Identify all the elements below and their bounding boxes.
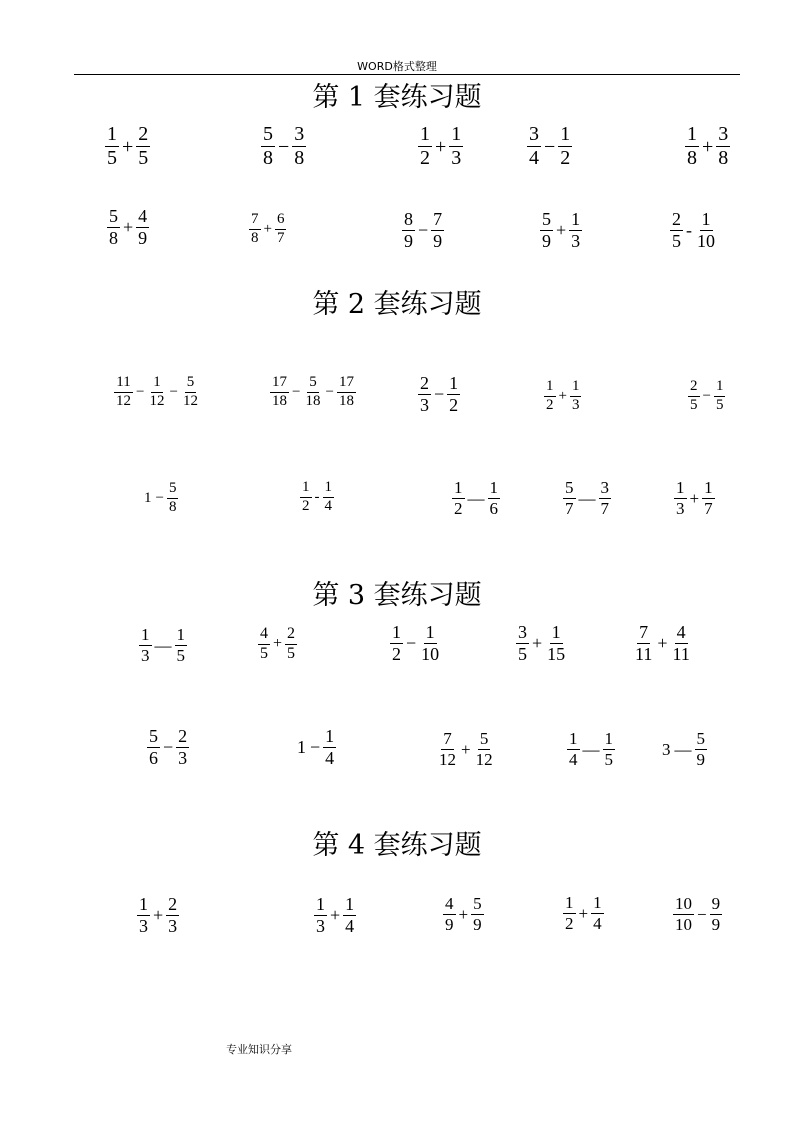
whole-number: 3: [662, 739, 671, 759]
fraction-denominator: 2: [302, 497, 310, 514]
plus-sign: +: [558, 387, 567, 404]
fraction-denominator: 2: [420, 147, 430, 169]
fraction-denominator: 2: [449, 394, 459, 415]
fraction: [527, 124, 541, 169]
fraction-denominator: 4: [324, 497, 332, 514]
page-footer: 专业知识分享: [226, 1043, 292, 1056]
set-4-title: 第 4 套练习题: [312, 830, 482, 861]
fraction: [323, 480, 335, 515]
problem-set3-row1-item2: [258, 626, 297, 663]
problem-set2-row1-item1: [114, 375, 200, 410]
fraction: [544, 379, 556, 414]
fraction: [449, 124, 463, 169]
fraction-denominator: 8: [687, 147, 697, 169]
fraction: [314, 895, 327, 936]
problem-set1-row2-item4: [540, 210, 582, 251]
fraction-denominator: 9: [433, 230, 443, 251]
minus-sign: −: [325, 383, 334, 400]
fraction-denominator: 4: [325, 747, 335, 768]
fraction-denominator: 3: [168, 915, 178, 936]
whole-number: 1: [144, 489, 152, 506]
fraction-numerator: 1: [593, 893, 602, 912]
problem-set1-row1-item1: [105, 124, 150, 169]
fraction: [702, 479, 715, 518]
fraction: [695, 210, 717, 251]
fraction-denominator: 10: [675, 914, 692, 934]
fraction-denominator: 12: [439, 749, 456, 769]
fraction-numerator: 1: [151, 375, 163, 393]
problem-set4-row1-item3: [443, 895, 484, 934]
fraction-denominator: 3: [178, 747, 188, 768]
page-header: WORD格式整理: [357, 60, 437, 73]
fraction-denominator: 7: [276, 229, 285, 246]
fraction: [716, 124, 730, 169]
minus-sign: −: [697, 904, 707, 924]
minus-sign: −: [544, 135, 556, 158]
minus-sign: −: [278, 135, 290, 158]
fraction-denominator: 5: [690, 396, 698, 413]
problem-set3-row1-item4: [516, 623, 567, 664]
fraction-denominator: 15: [547, 643, 566, 664]
fraction: [270, 375, 289, 410]
problem-set3-row1-item5: [633, 623, 692, 664]
fraction: [300, 480, 312, 515]
minus-sign: −: [169, 383, 178, 400]
header-divider: [74, 74, 740, 75]
fraction: [569, 210, 582, 251]
minus-sign: −: [434, 384, 445, 405]
problem-set3-row2-item2: [296, 727, 336, 768]
fraction-numerator: 1: [676, 478, 685, 497]
fraction-numerator: 7: [433, 209, 443, 229]
fraction-numerator: 1: [565, 893, 574, 912]
problem-set4-row1-item1: [137, 895, 179, 936]
problem-set2-row2-item2: [300, 480, 334, 515]
fraction-denominator: 3: [571, 396, 580, 413]
fraction: [545, 623, 567, 664]
fraction-denominator: 18: [272, 392, 287, 409]
fraction-numerator: 2: [285, 626, 297, 645]
fraction-numerator: 7: [249, 212, 261, 230]
fraction-denominator: 12: [116, 392, 131, 409]
problem-set3-row2-item4: [567, 730, 615, 769]
minus-sign: −: [418, 220, 429, 241]
fraction: [175, 626, 188, 665]
fraction: [418, 374, 431, 415]
minus-sign: —: [154, 635, 172, 655]
fraction-numerator: 5: [565, 478, 574, 497]
fraction-numerator: 1: [704, 478, 713, 497]
fraction-denominator: 18: [338, 392, 354, 409]
fraction: [431, 210, 444, 251]
fraction: [258, 626, 270, 663]
fraction-numerator: 5: [185, 375, 197, 393]
problem-set1-row2-item5: [670, 210, 717, 251]
fraction-denominator: 6: [149, 747, 158, 768]
problem-set1-row1-item5: [685, 124, 730, 169]
fraction-denominator: 8: [168, 498, 177, 515]
fraction: [303, 375, 322, 410]
fraction-denominator: 8: [294, 147, 305, 169]
fraction-denominator: 9: [542, 230, 551, 251]
plus-sign: +: [689, 488, 700, 508]
fraction: [558, 124, 572, 169]
fraction-numerator: 2: [420, 373, 429, 393]
fraction-numerator: 1: [451, 123, 462, 145]
fraction: [695, 730, 708, 769]
fraction-numerator: 1: [454, 478, 463, 497]
fraction-denominator: 5: [287, 644, 296, 662]
fraction: [275, 212, 287, 247]
plus-sign: +: [556, 220, 567, 241]
whole-number: 1: [297, 737, 306, 758]
problem-set2-row2-item1: [143, 481, 178, 516]
minus-sign: -: [686, 220, 692, 241]
problem-set4-row1-item4: [563, 894, 604, 933]
fraction: [685, 124, 699, 169]
fraction-numerator: 2: [688, 379, 700, 397]
fraction-denominator: 8: [263, 147, 273, 169]
fraction: [292, 124, 306, 169]
fraction-denominator: 4: [569, 749, 578, 769]
problem-set3-row2-item1: [147, 727, 189, 768]
fraction: [633, 623, 654, 664]
plus-sign: +: [123, 217, 134, 238]
fraction-denominator: 3: [139, 915, 148, 936]
fraction: [137, 895, 150, 936]
minus-sign: −: [292, 383, 301, 400]
minus-sign: —: [582, 739, 600, 759]
fraction-numerator: 6: [275, 212, 287, 230]
fraction: [674, 479, 687, 518]
fraction-denominator: 5: [672, 230, 681, 251]
fraction-denominator: 2: [454, 498, 463, 518]
fraction-numerator: 1: [141, 625, 150, 644]
fraction-numerator: 1: [449, 373, 459, 393]
problem-set1-row2-item3: [402, 210, 444, 251]
fraction: [176, 727, 189, 768]
minus-sign: —: [467, 488, 485, 508]
fraction-denominator: 9: [696, 749, 705, 769]
fraction-numerator: 1: [560, 123, 571, 145]
fraction-denominator: 5: [260, 644, 268, 662]
minus-sign: —: [674, 739, 692, 759]
fraction: [603, 730, 616, 769]
problem-set1-row2-item2: [249, 212, 286, 247]
fraction: [261, 124, 275, 169]
fraction-numerator: 4: [445, 894, 454, 913]
set-1-title: 第 1 套练习题: [312, 82, 482, 113]
fraction-denominator: 10: [697, 230, 715, 251]
fraction-denominator: 9: [711, 914, 721, 934]
fraction-denominator: 10: [421, 643, 440, 664]
fraction-numerator: 2: [138, 123, 149, 145]
fraction-numerator: 9: [711, 894, 721, 913]
minus-sign: −: [310, 737, 321, 758]
plus-sign: +: [578, 903, 589, 923]
fraction-denominator: 9: [445, 914, 454, 934]
fraction: [107, 207, 120, 248]
fraction: [563, 479, 576, 518]
fraction: [516, 623, 529, 664]
fraction-numerator: 8: [404, 209, 413, 229]
fraction-denominator: 11: [672, 643, 690, 664]
fraction: [673, 895, 694, 934]
fraction-denominator: 12: [182, 392, 198, 409]
fraction-denominator: 8: [718, 147, 729, 169]
fraction-numerator: 1: [392, 622, 401, 642]
plus-sign: +: [461, 739, 471, 759]
fraction-numerator: 1: [551, 622, 561, 642]
problem-set2-row1-item3: [418, 374, 460, 415]
fraction-denominator: 8: [109, 227, 118, 248]
fraction-numerator: 1: [489, 478, 498, 497]
fraction: [166, 895, 179, 936]
fraction-denominator: 7: [704, 498, 713, 518]
fraction-numerator: 5: [149, 726, 158, 746]
fraction-numerator: 1: [139, 894, 148, 914]
fraction-numerator: 5: [473, 894, 482, 913]
fraction-numerator: 3: [518, 622, 527, 642]
fraction-denominator: 9: [473, 914, 482, 934]
fraction-numerator: 1: [544, 379, 556, 397]
fraction-denominator: 5: [107, 147, 117, 169]
fraction-numerator: 1: [300, 480, 312, 498]
fraction-numerator: 1: [176, 625, 185, 644]
fraction: [249, 212, 261, 247]
minus-sign: -: [314, 488, 320, 505]
fraction-denominator: 18: [305, 392, 321, 409]
problem-set1-row1-item4: [527, 124, 572, 169]
fraction-numerator: 5: [542, 209, 551, 229]
fraction: [147, 727, 160, 768]
fraction-numerator: 1: [701, 209, 711, 229]
plus-sign: +: [330, 905, 341, 926]
fraction-numerator: 1: [316, 894, 325, 914]
fraction: [167, 481, 179, 516]
fraction-denominator: 5: [518, 643, 527, 664]
fraction-denominator: 5: [604, 749, 613, 769]
fraction-denominator: 3: [141, 645, 150, 665]
fraction: [688, 379, 700, 414]
fraction-denominator: 3: [451, 147, 462, 169]
fraction-denominator: 3: [676, 498, 685, 518]
fraction-numerator: 5: [696, 729, 705, 748]
fraction-numerator: 2: [168, 894, 178, 914]
fraction-numerator: 11: [114, 375, 132, 393]
fraction-numerator: 5: [167, 481, 179, 499]
fraction-numerator: 17: [270, 375, 289, 393]
fraction: [136, 207, 149, 248]
fraction-numerator: 3: [294, 123, 305, 145]
fraction-numerator: 1: [571, 209, 581, 229]
problem-set2-row2-item4: [563, 479, 611, 518]
fraction-denominator: 11: [635, 643, 653, 664]
problem-set1-row1-item3: [418, 124, 463, 169]
set-3-title: 第 3 套练习题: [312, 580, 482, 611]
minus-sign: −: [136, 383, 145, 400]
minus-sign: −: [406, 633, 417, 654]
minus-sign: —: [578, 488, 596, 508]
plus-sign: +: [122, 135, 134, 158]
problem-set2-row1-item4: [544, 379, 581, 414]
plus-sign: +: [153, 905, 164, 926]
fraction: [343, 895, 356, 936]
plus-sign: +: [273, 635, 283, 653]
plus-sign: +: [657, 633, 668, 654]
fraction-numerator: 1: [570, 379, 582, 397]
fraction-numerator: 4: [138, 206, 148, 226]
fraction: [147, 375, 166, 410]
fraction: [447, 374, 460, 415]
fraction-numerator: 1: [345, 894, 355, 914]
fraction: [402, 210, 415, 251]
fraction-numerator: 5: [479, 729, 489, 748]
fraction-numerator: 1: [604, 729, 613, 748]
fraction-numerator: 2: [672, 209, 681, 229]
fraction-numerator: 4: [676, 622, 686, 642]
fraction: [670, 210, 683, 251]
fraction-numerator: 1: [714, 379, 726, 397]
fraction-numerator: 3: [718, 123, 729, 145]
fraction-denominator: 2: [565, 913, 574, 933]
fraction-numerator: 7: [639, 622, 649, 642]
fraction: [136, 124, 150, 169]
fraction: [323, 727, 336, 768]
fraction-denominator: 8: [251, 229, 259, 246]
problem-set3-row1-item3: [390, 623, 441, 664]
fraction: [437, 730, 458, 769]
fraction-numerator: 7: [443, 729, 452, 748]
fraction: [591, 894, 604, 933]
fraction-numerator: 1: [425, 622, 435, 642]
fraction-denominator: 12: [149, 392, 165, 409]
fraction-denominator: 9: [138, 227, 148, 248]
fraction: [139, 626, 152, 665]
problem-set1-row2-item1: [107, 207, 149, 248]
fraction-numerator: 1: [325, 726, 335, 746]
fraction-numerator: 1: [420, 123, 430, 145]
fraction-denominator: 2: [560, 147, 571, 169]
fraction-denominator: 4: [345, 915, 355, 936]
fraction-denominator: 3: [316, 915, 325, 936]
fraction: [599, 479, 612, 518]
fraction-numerator: 10: [675, 894, 692, 913]
problem-set4-row1-item5: [673, 895, 722, 934]
fraction-numerator: 1: [323, 480, 335, 498]
fraction-denominator: 2: [546, 396, 554, 413]
minus-sign: −: [163, 737, 174, 758]
plus-sign: +: [702, 135, 714, 158]
fraction-numerator: 2: [178, 726, 188, 746]
fraction-denominator: 6: [489, 498, 498, 518]
problem-set2-row2-item5: [674, 479, 715, 518]
fraction: [710, 895, 723, 934]
fraction-denominator: 5: [176, 645, 185, 665]
fraction-numerator: 5: [109, 206, 118, 226]
fraction: [181, 375, 200, 410]
plus-sign: +: [458, 904, 469, 924]
fraction-numerator: 4: [258, 626, 270, 645]
fraction: [452, 479, 465, 518]
problem-set3-row1-item1: [139, 626, 187, 665]
plus-sign: +: [435, 135, 447, 158]
fraction-denominator: 5: [715, 396, 724, 413]
fraction: [471, 895, 484, 934]
minus-sign: −: [155, 489, 164, 506]
plus-sign: +: [532, 633, 543, 654]
fraction-denominator: 5: [138, 147, 149, 169]
fraction-denominator: 4: [593, 913, 602, 933]
problem-set4-row1-item2: [314, 895, 356, 936]
problem-set2-row2-item3: [452, 479, 500, 518]
fraction: [567, 730, 580, 769]
fraction-numerator: 17: [337, 375, 356, 393]
fraction-numerator: 1: [569, 729, 578, 748]
set-2-title: 第 2 套练习题: [312, 289, 482, 320]
fraction: [671, 623, 692, 664]
fraction-numerator: 3: [600, 478, 609, 497]
fraction: [390, 623, 403, 664]
fraction-numerator: 5: [307, 375, 319, 393]
fraction: [563, 894, 576, 933]
fraction-denominator: 12: [475, 749, 493, 769]
fraction: [114, 375, 133, 410]
fraction: [488, 479, 501, 518]
problem-set3-row2-item5: [661, 730, 707, 769]
problem-set2-row1-item2: [270, 375, 356, 410]
fraction: [337, 375, 356, 410]
fraction-denominator: 2: [392, 643, 401, 664]
fraction-numerator: 1: [687, 123, 697, 145]
fraction: [540, 210, 553, 251]
fraction-denominator: 7: [565, 498, 574, 518]
fraction-denominator: 3: [571, 230, 581, 251]
fraction: [474, 730, 495, 769]
fraction: [570, 379, 582, 414]
fraction: [105, 124, 119, 169]
plus-sign: +: [263, 220, 272, 237]
fraction-numerator: 1: [107, 123, 117, 145]
problem-set3-row2-item3: [437, 730, 495, 769]
fraction-numerator: 5: [263, 123, 273, 145]
fraction: [419, 623, 441, 664]
fraction-denominator: 3: [420, 394, 429, 415]
problem-set2-row1-item5: [688, 379, 725, 414]
fraction-numerator: 3: [529, 123, 539, 145]
fraction-denominator: 4: [529, 147, 539, 169]
minus-sign: −: [702, 387, 711, 404]
fraction: [418, 124, 432, 169]
fraction: [285, 626, 297, 663]
fraction-denominator: 7: [600, 498, 609, 518]
fraction-denominator: 9: [404, 230, 413, 251]
fraction: [714, 379, 726, 414]
problem-set1-row1-item2: [261, 124, 306, 169]
fraction: [443, 895, 456, 934]
